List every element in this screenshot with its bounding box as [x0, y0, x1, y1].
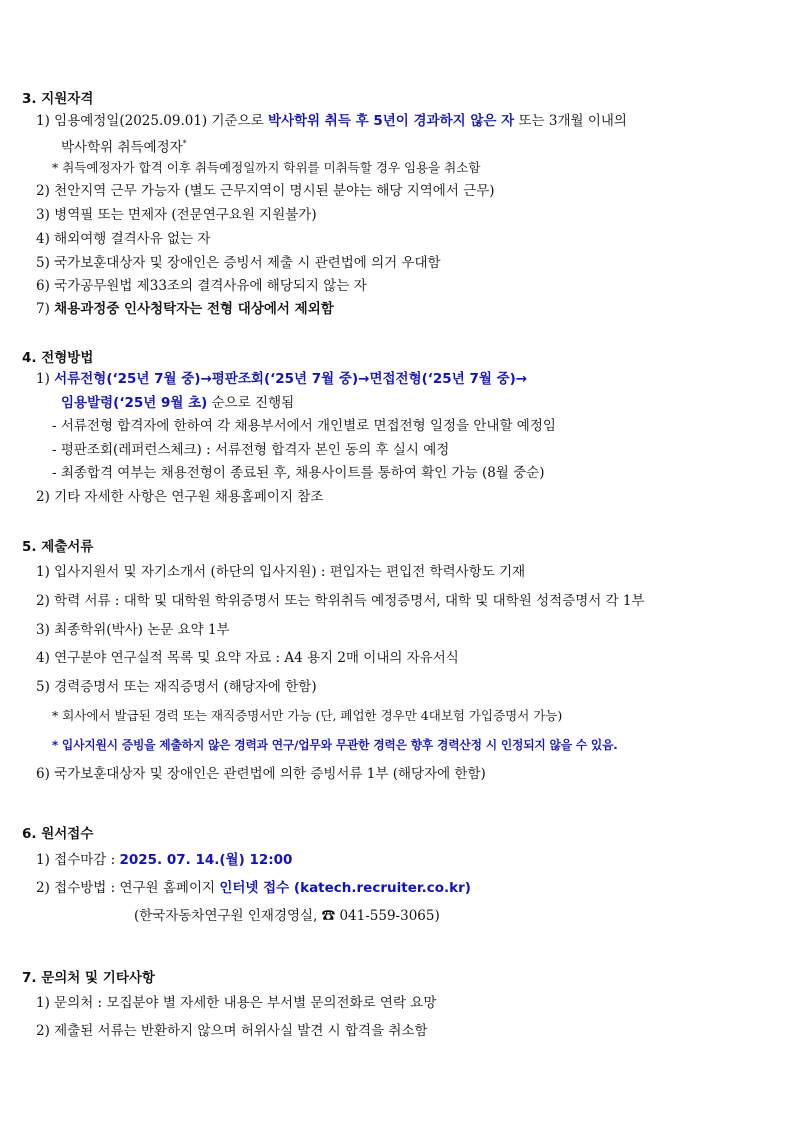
section-title-application: 6. 원서접수: [22, 826, 94, 842]
documents-item-6: 6) 국가보훈대상자 및 장애인은 관련법에 의한 증빙서류 1부 (해당자에 한함): [36, 766, 486, 782]
selection-item-1-cont: 임용발령(‘25년 9월 초) 순으로 진행됨: [61, 395, 295, 411]
inquiries-item-1: 1) 문의처 : 모집분야 별 자세한 내용은 부서별 문의전화로 연락 요망: [36, 995, 437, 1011]
eligibility-item-1: 1) 임용예정일(2025.09.01) 기준으로 박사학위 취득 후 5년이 경과하지 않은 자 또는 3개월 이내의: [36, 113, 627, 129]
documents-item-1: 1) 입사지원서 및 자기소개서 (하단의 입사지원) : 편입자는 편입전 학력사항도 기재: [36, 564, 526, 580]
documents-item-2: 2) 학력 서류 : 대학 및 대학원 학위증명서 또는 학위취득 예정증명서, 대학 및 대학원 성적증명서 각 1부: [36, 593, 645, 609]
documents-note-1: * 회사에서 발급된 경력 또는 재직증명서만 가능 (단, 폐업한 경우만 4대보험 가입증명서 가능): [52, 708, 563, 723]
eligibility-item-6: 6) 국가공무원법 제33조의 결격사유에 해당되지 않는 자: [36, 278, 367, 294]
section-title-selection: 4. 전형방법: [22, 350, 94, 366]
eligibility-note: * 취득예정자가 합격 이후 취득예정일까지 학위를 미취득할 경우 임용을 취소함: [52, 160, 481, 175]
documents-note-2: * 입사지원시 증빙을 제출하지 않은 경력과 연구/업무와 무관한 경력은 향후 경력산정 시 인정되지 않을 수 있음.: [52, 738, 618, 752]
selection-item-2: 2) 기타 자세한 사항은 연구원 채용홈페이지 참조: [36, 489, 324, 505]
application-contact: (한국자동차연구원 인재경영실, ☎ 041-559-3065): [134, 908, 440, 924]
section-title-documents: 5. 제출서류: [22, 539, 94, 555]
application-deadline: 1) 접수마감 : 2025. 07. 14.(월) 12:00: [36, 852, 293, 868]
documents-item-4: 4) 연구분야 연구실적 목록 및 요약 자료 : A4 용지 2매 이내의 자유서식: [36, 650, 459, 666]
eligibility-item-7: 7) 채용과정중 인사청탁자는 전형 대상에서 제외함: [36, 301, 334, 317]
eligibility-item-3: 3) 병역필 또는 면제자 (전문연구요원 지원불가): [36, 207, 317, 223]
documents-item-5: 5) 경력증명서 또는 재직증명서 (해당자에 한함): [36, 679, 317, 695]
documents-item-3: 3) 최종학위(박사) 논문 요약 1부: [36, 622, 230, 638]
selection-item-1: 1) 서류전형(‘25년 7월 중)→평판조회(‘25년 7월 중)→면접전형(‘25년 7월 중)→: [36, 371, 528, 387]
selection-detail-1: - 서류전형 합격자에 한하여 각 채용부서에서 개인별로 면접전형 일정을 안내할 예정임: [52, 418, 556, 434]
selection-detail-2: - 평판조회(레퍼런스체크) : 서류전형 합격자 본인 동의 후 실시 예정: [52, 442, 450, 458]
eligibility-item-2: 2) 천안지역 근무 가능자 (별도 근무지역이 명시된 분야는 해당 지역에서 근무): [36, 183, 495, 199]
application-method: 2) 접수방법 : 연구원 홈페이지 인터넷 접수 (katech.recruiter.co.kr): [36, 880, 471, 896]
eligibility-item-5: 5) 국가보훈대상자 및 장애인은 증빙서 제출 시 관련법에 의거 우대함: [36, 255, 441, 271]
eligibility-item-4: 4) 해외여행 결격사유 없는 자: [36, 231, 211, 247]
selection-detail-3: - 최종합격 여부는 채용전형이 종료된 후, 채용사이트를 통하여 확인 가능 (8월 중순): [52, 465, 545, 481]
inquiries-item-2: 2) 제출된 서류는 반환하지 않으며 허위사실 발견 시 합격을 취소함: [36, 1023, 428, 1039]
section-title-inquiries: 7. 문의처 및 기타사항: [22, 970, 155, 986]
section-title-eligibility: 3. 지원자격: [22, 91, 94, 107]
eligibility-item-1-cont: 박사학위 취득예정자*: [61, 139, 187, 156]
